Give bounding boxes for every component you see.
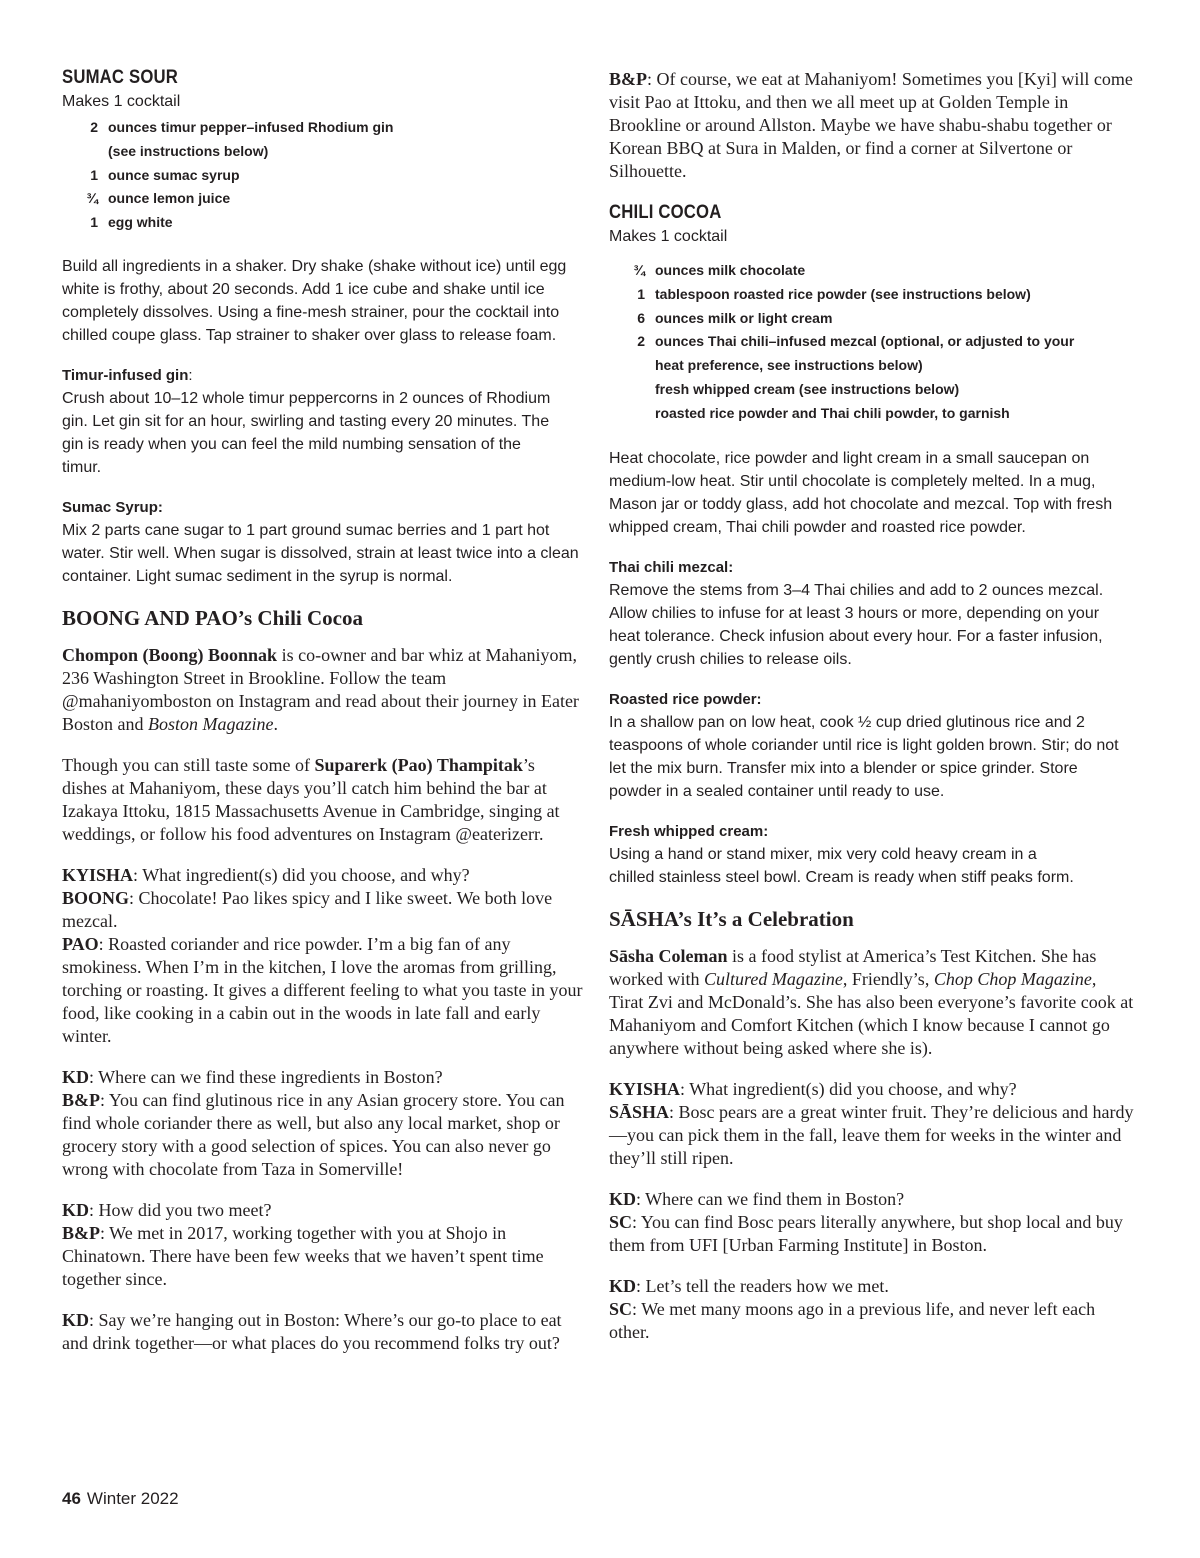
interview-line: KYISHA: What ingredient(s) did you choose, and why? [609,1078,1017,1099]
recipe-title-chili-cocoa: CHILI COCOA [609,202,722,223]
ingredient-item: 6 ounces milk or light cream [637,309,833,326]
recipe-method: Build all ingredients in a shaker. Dry shake (shake without ice) until egg white is frothy, about 20 seconds. Add 1 ice cube and shake until ice completely dissolves. Using a fine-mesh strainer, pour the cocktail into chilled coupe glass. Tap strainer to shaker over glass to release foam. [62,257,567,344]
recipe-yield: Makes 1 cocktail [62,93,181,110]
interview-line: KD: How did you two meet? [62,1199,272,1220]
section-heading: BOONG AND PAO’s Chili Cocoa [62,605,364,630]
interview-block [62,864,584,1048]
ingredient-item: ¾ ounce lemon juice [86,190,231,207]
paragraph: Though you can still taste some of Suparerk (Pao) Thampitak’s dishes at Mahaniyom, these days you’ll catch him behind the bar at Izakaya Ittoku, 1815 Massachusetts Avenue in Cambridge, singing at weddings, or follow his food adventures on Instagram @eaterizerr. [62,754,560,844]
recipe-yield: Makes 1 cocktail [609,228,728,245]
interview-block [62,1309,584,1355]
subrecipe-text: Crush about 10–12 whole timur peppercorns in 2 ounces of Rhodium gin. Let gin sit for an hour, swirling and tasting every 20 minutes. The gin is ready when you can feel the mild numbing sensation of the timur. [62,389,551,476]
right-column [609,66,1134,1344]
ingredient-item: 1 egg white [90,214,173,231]
paragraph: Sāsha Coleman is a food stylist at America’s Test Kitchen. She has worked with Cultured Magazine, Friendly’s, Chop Chop Magazine, Tirat Zvi and McDonald’s. She has also been everyone’s favorite cook at Mahaniyom and Comfort Kitchen (which I know because I cannot go anywhere without being asked where she is). [609,945,1134,1058]
interview-block [609,1078,1134,1170]
page-footer [62,1488,179,1510]
subrecipe-heading: Roasted rice powder: [609,690,762,708]
interview-line: PAO: Roasted coriander and rice powder. I’m a big fan of any smokiness. When I’m in the kitchen, I love the aromas from grilling, torching or roasting. It gives a different feeling to what you taste in your food, like cooking in a cabin out in the woods in late fall and early winter. [62,933,583,1046]
interview-line: BOONG: Chocolate! Pao likes spicy and I like sweet. We both love mezcal. [62,887,553,931]
subrecipe-text: Remove the stems from 3–4 Thai chilies and add to 2 ounces mezcal. Allow chilies to infuse for at least 3 hours or more, depending on your heat tolerance. Check infusion about every hour. For a faster infusion, gently crush chilies to release oils. [609,581,1104,668]
ingredient-list [629,259,1134,426]
interview-block [609,1275,1134,1344]
interview-line: KD: Let’s tell the readers how we met. [609,1275,889,1296]
subrecipe-text: In a shallow pan on low heat, cook ½ cup dried glutinous rice and 2 teaspoons of whole coriander until rice is light golden brown. Stir; do not let the mix burn. Transfer mix into a blender or spice grinder. Store powder in a sealed container until ready to use. [609,713,1119,800]
ingredient-item: 1 ounce sumac syrup [90,166,240,183]
subrecipe-heading: Fresh whipped cream: [609,822,769,840]
ingredient-item: 1 tablespoon roasted rice powder (see instructions below) [637,285,1031,302]
page-number: 46 [62,1489,81,1508]
interview-line: KYISHA: What ingredient(s) did you choose, and why? [62,864,470,885]
subrecipe-heading: Timur-infused gin: [62,366,193,384]
recipe-title-sumac-sour: SUMAC SOUR [62,67,179,88]
interview-line: B&P: Of course, we eat at Mahaniyom! Sometimes you [Kyi] will come visit Pao at Ittoku, and then we all meet up at Golden Temple in Brookline or around Allston. Maybe we have shabu-shabu together or Korean BBQ at Sura in Malden, or find a corner at Silvertone or Silhouette. [609,69,1133,181]
ingredient-item: 2 ounces timur pepper–infused Rhodium gin [90,119,394,135]
interview-block [62,1199,584,1291]
ingredient-list [82,116,584,235]
ingredient-item: ¾ ounces milk chocolate [633,262,806,278]
interview-block [609,1188,1134,1257]
subrecipe-text: Using a hand or stand mixer, mix very cold heavy cream in a chilled stainless steel bowl. Cream is ready when stiff peaks form. [609,845,1074,886]
issue-label: Winter 2022 [86,1489,179,1508]
interview-line: B&P: We met in 2017, working together with you at Shojo in Chinatown. There have been few weeks that we haven’t spent time together since. [62,1222,544,1289]
interview-line: SC: We met many moons ago in a previous life, and never left each other. [609,1298,1096,1342]
ingredient-item: 2 ounces Thai chili–infused mezcal (optional, or adjusted to your [637,333,1075,350]
paragraph: Chompon (Boong) Boonnak is co-owner and bar whiz at Mahaniyom, 236 Washington Street in Brookline. Follow the team @mahaniyomboston on Instagram and read about their journey in Eater Boston and Boston Magazine. [62,644,579,734]
section-heading: SĀSHA’s It’s a Celebration [609,906,854,931]
subrecipe-heading: Sumac Syrup: [62,498,163,516]
interview-line: SĀSHA: Bosc pears are a great winter fruit. They’re delicious and hardy—you can pick them in the fall, leave them for weeks in the winter and they’ll still ripen. [609,1101,1134,1168]
ingredient-item: heat preference, see instructions below) [655,357,923,374]
subrecipe-text: Mix 2 parts cane sugar to 1 part ground sumac berries and 1 part hot water. Stir well. When sugar is dissolved, strain at least twice into a clean container. Light sumac sediment in the syrup is normal. [62,521,579,585]
left-column [62,66,584,1355]
subrecipe-heading: Thai chili mezcal: [609,558,734,576]
interview-line: KD: Say we’re hanging out in Boston: Where’s our go-to place to eat and drink together—or what places do you recommend folks try out? [62,1309,562,1353]
interview-line: KD: Where can we find these ingredients in Boston? [62,1066,443,1087]
recipe-method: Heat chocolate, rice powder and light cream in a small saucepan on medium-low heat. Stir until chocolate is completely melted. In a mug, Mason jar or toddy glass, add hot chocolate and mezcal. Top with fresh whipped cream, Thai chili powder and roasted rice powder. [609,449,1113,536]
ingredient-item: fresh whipped cream (see instructions below) [655,380,960,397]
interview-line: SC: You can find Bosc pears literally anywhere, but shop local and buy them from UFI [Urban Farming Institute] in Boston. [609,1211,1123,1255]
interview-line: KD: Where can we find them in Boston? [609,1188,905,1209]
ingredient-item: (see instructions below) [108,142,269,159]
interview-line: B&P: You can find glutinous rice in any Asian grocery store. You can find whole coriander there as well, but also any local market, shop or grocery story with a good selection of spices. You can also never go wrong with chocolate from Taza in Somerville! [62,1089,565,1179]
interview-block [62,1066,584,1181]
ingredient-item: roasted rice powder and Thai chili powder, to garnish [655,404,1010,421]
